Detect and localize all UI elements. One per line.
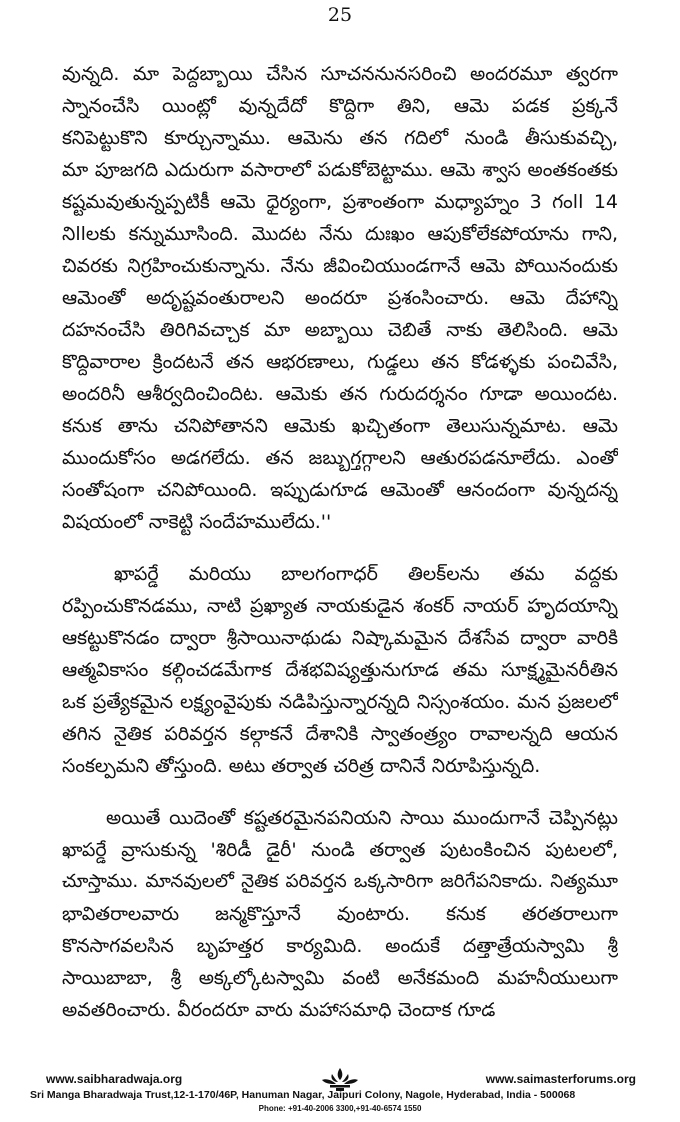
text-line: సంతోషంగా చనిపోయింది. ఇప్పుడుగూడ ఆమెంతో ఆనందంగా వున్నదన్న (62, 479, 618, 501)
text-line: చూస్తాము. మానవులలో నైతిక పరివర్తన ఒక్కసారిగా జరిగేపనికాదు. నిత్యమూ (62, 871, 618, 892)
text-line: కనుక తాను చనిపోతానని ఆమెకు ఖచ్చితంగా తెలుసున్నమాట. ఆమె (62, 415, 618, 437)
text-line: మా పూజగది ఎదురుగా వసారాలో పడుకోబెట్టాము. ఆమె శ్వాస అంతకంతకు (62, 159, 618, 181)
text-line: తగిన నైతిక పరివర్తన కల్గాకనే దేశానికి స్వాతంత్ర్యం రావాలన్నది ఆయన (62, 723, 618, 745)
text-line: అయితే యిదెంతో కష్టతరమైనపనియని సాయి ముందుగానే చెప్పినట్లు (106, 807, 618, 829)
text-line: సాయిబాబా, శ్రీ అక్కల్కోటస్వామి వంటి అనేకమంది మహనీయులుగా (62, 967, 618, 989)
text-line: ఆత్మవికాసం కల్గించడమేగాక దేశభవిష్యత్తునుగూడ తమ సూక్ష్మమైనరీతిన (62, 659, 618, 681)
text-line: ఒక ప్రత్యేకమైన లక్ష్యంవైపుకు నడిపిస్తున్నారన్నది నిస్సంశయం. మన ప్రజలలో (62, 691, 618, 713)
body-text (62, 58, 618, 1026)
text-line: స్నానంచేసి యింట్లో వున్నదేదో కొద్దిగా తిని, ఆమె పడక ప్రక్కనే (62, 95, 618, 117)
text-line: చివరకు నిగ్రహించుకున్నాను. నేను జీవించియుండగానే ఆమె పోయినందుకు (62, 255, 618, 277)
footer-website-left-link[interactable]: www.saibharadwaja.org (46, 1072, 183, 1086)
text-line: ఖాపర్డే మరియు బాలగంగాధర్ తిలక్‌లను తమ వద్దకు (114, 563, 618, 585)
text-line: కష్టమవుతున్నప్పటికీ ఆమె ధైర్యంగా, ప్రశాంతంగా మధ్యాహ్నం 3 గంll 14 (62, 191, 618, 213)
text-line: నిllలకు కన్నుమూసింది. మొదట నేను దుఃఖం ఆపుకోలేకపోయాను గాని, (62, 223, 618, 245)
footer-phone: Phone: +91-40-2006 3300,+91-40-6574 1550 (258, 1104, 422, 1113)
text-line: ఖాపర్డే వ్రాసుకున్న 'శిరిడీ డైరీ' నుండి తర్వాత పుటంకించిన పుటలలో, (62, 839, 618, 861)
text-line: కొద్దివారాల క్రిందటనే తన ఆభరణాలు, గుడ్డలు తన కోడళ్ళకు పంచివేసి, (62, 351, 618, 373)
text-line: కనిపెట్టుకొని కూర్చున్నాము. ఆమెను తన గదిలో నుండి తీసుకువచ్చి, (62, 127, 618, 149)
text-line: సంకల్పమని తోస్తుంది. అటు తర్వాత చరిత్ర దానినే నిరూపిస్తున్నది. (62, 755, 541, 777)
text-line: దహనంచేసి తిరిగివచ్చాక మా అబ్బాయి చెబితే నాకు తెలిసింది. ఆమె (62, 319, 618, 341)
text-line: ముందుకోసం అడగలేదు. తన జబ్బుగ్తగ్గాలని ఆతురపడనూలేదు. ఎంతో (62, 447, 618, 469)
text-line: భావితరాలవారు జన్మకొస్తూనే వుంటారు. కనుక తరతరాలుగా (62, 903, 618, 925)
page-number: 25 (327, 4, 353, 26)
footer-address: Sri Manga Bharadwaja Trust,12-1-170/46P, Hanuman Nagar, Jaipuri Colony, Nagole, Hyderabad, India - 500068 (30, 1089, 576, 1101)
footer (0, 1066, 680, 1122)
paragraph (62, 558, 618, 782)
text-line: ఆమెంతో అదృష్టవంతురాలని అందరూ ప్రశంసించారు. ఆమె దేహాన్ని (62, 287, 618, 309)
text-line: అవతరించారు. వీరందరూ వారు మహాసమాధి చెందాక గూడ (62, 999, 496, 1021)
text-line: వున్నది. మా పెద్దబ్బాయి చేసిన సూచననునసరించి అందరమూ త్వరగా (62, 63, 618, 85)
text-line: రప్పించుకొనడము, నాటి ప్రఖ్యాత నాయకుడైన శంకర్ నాయర్ హృదయాన్ని (62, 595, 618, 617)
text-line: అందరినీ ఆశీర్వదించిందిట. ఆమెకు తన గురుదర్శనం గూడా అయిందట. (62, 383, 618, 405)
footer-website-right-link[interactable]: www.saimasterforums.org (485, 1072, 636, 1086)
text-line: ఆకట్టుకొనడం ద్వారా శ్రీసాయినాథుడు నిష్కామమైన దేశసేవ ద్వారా వారికి (62, 627, 618, 649)
paragraph (62, 58, 618, 538)
text-line: విషయంలో నాకెట్టి సందేహములేదు.'' (62, 511, 332, 533)
paragraph (62, 802, 618, 1026)
text-line: కొనసాగవలసిన బృహత్తర కార్యమిది. అందుకే దత్తాత్రేయస్వామి శ్రీ (62, 935, 618, 957)
